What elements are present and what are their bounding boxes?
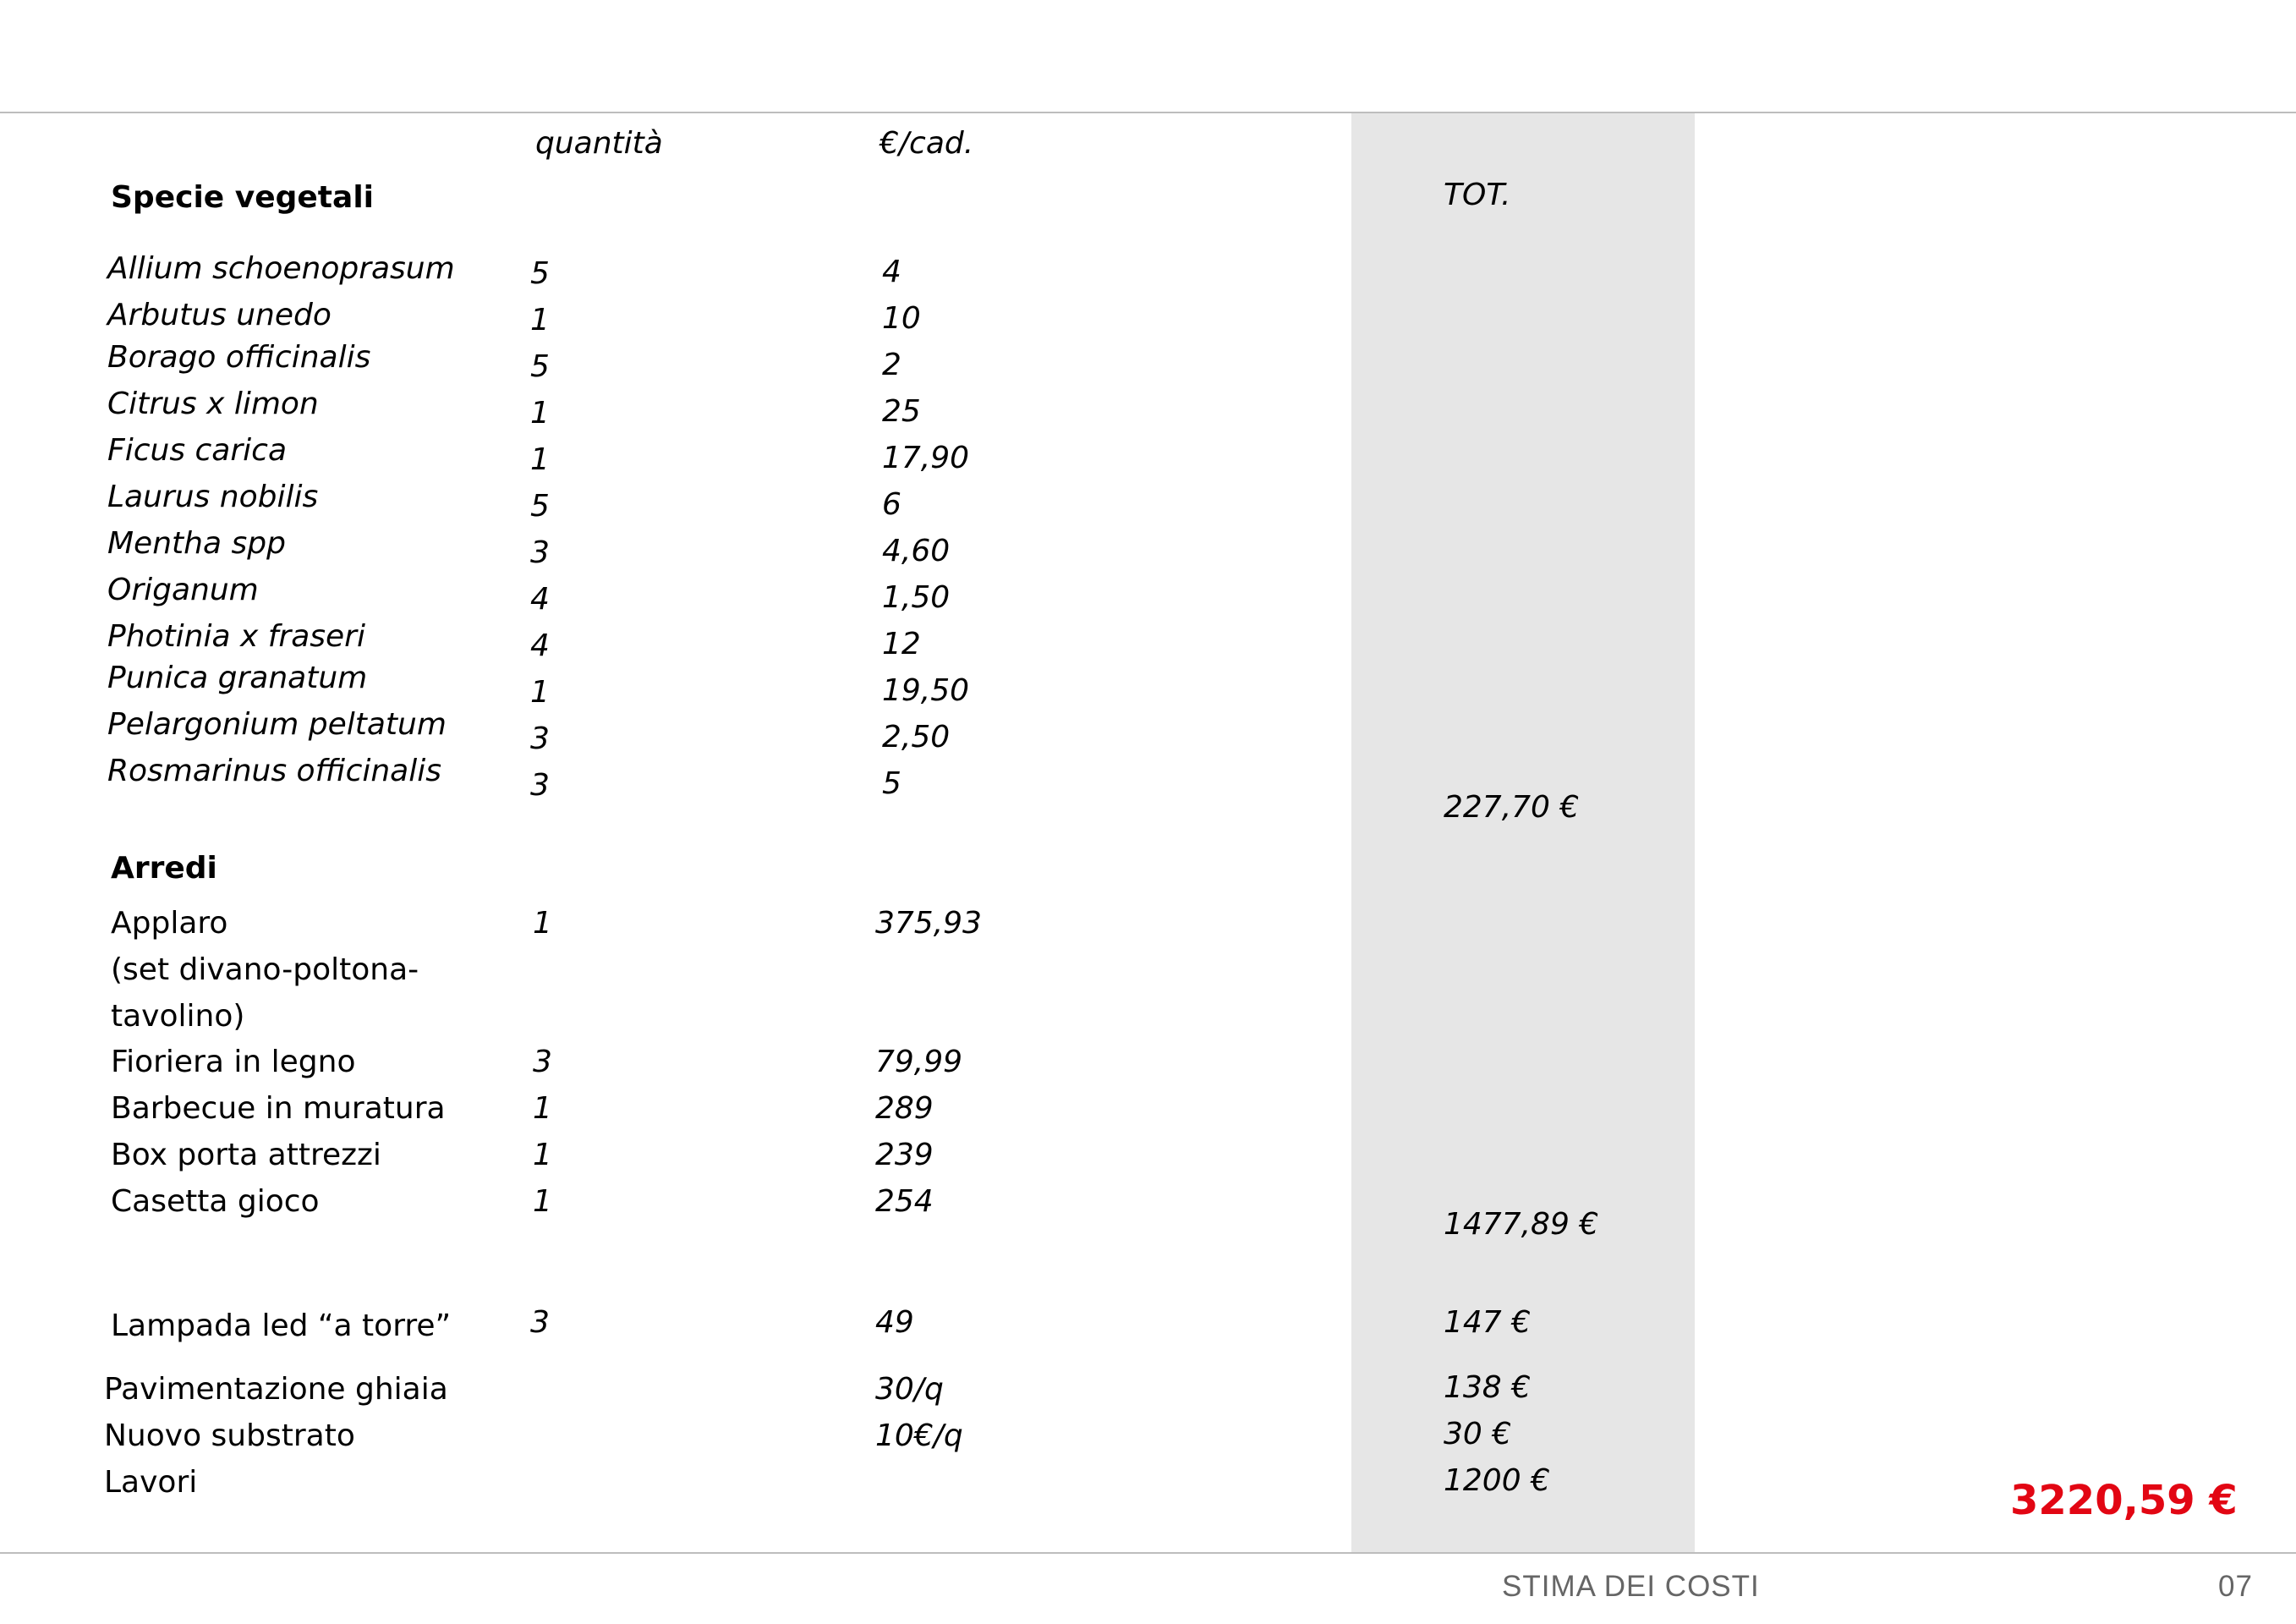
item-price: 10 [882, 301, 921, 336]
bottom-rule [0, 1552, 2296, 1554]
item-name: Laurus nobilis [107, 480, 319, 514]
item-price: 254 [875, 1184, 934, 1219]
item-price: 375,93 [875, 906, 982, 941]
item-price: 2 [882, 348, 901, 382]
item-qty: 3 [530, 768, 550, 803]
item-qty: 3 [530, 1305, 550, 1340]
top-rule [0, 112, 2296, 113]
item-name: Casetta gioco [111, 1184, 320, 1219]
item-qty: 1 [530, 675, 550, 710]
qty-header: quantità [535, 126, 663, 161]
price-header: €/cad. [879, 126, 974, 161]
item-name: Fioriera in legno [111, 1045, 356, 1079]
item-qty: 5 [530, 489, 550, 524]
tot-header: TOT. [1444, 178, 1511, 212]
item-qty: 1 [533, 1138, 552, 1172]
item-name: Borago officinalis [107, 340, 371, 375]
item-name: Lavori [104, 1465, 198, 1500]
item-qty: 1 [530, 396, 550, 431]
item-price: 25 [882, 394, 921, 429]
item-qty: 5 [530, 349, 550, 384]
item-name: Lampada led “a torre” [111, 1309, 452, 1343]
item-price: 5 [882, 766, 901, 801]
plants-section-title: Specie vegetali [111, 180, 374, 215]
item-qty: 1 [533, 1184, 552, 1219]
grand-total: 3220,59 € [2010, 1477, 2238, 1524]
item-name: Allium schoenoprasum [107, 251, 455, 286]
item-name: tavolino) [111, 999, 245, 1034]
item-qty: 3 [530, 721, 550, 756]
item-qty: 5 [530, 256, 550, 291]
item-price: 289 [875, 1091, 934, 1126]
item-qty: 1 [533, 1091, 552, 1126]
item-price: 19,50 [882, 673, 970, 708]
item-price: 4,60 [882, 534, 951, 568]
item-name: Citrus x limon [107, 387, 319, 421]
item-total: 147 € [1444, 1305, 1532, 1340]
item-price: 6 [882, 487, 901, 522]
item-price: 17,90 [882, 441, 970, 475]
item-qty: 4 [530, 628, 550, 663]
item-qty: 3 [533, 1045, 552, 1079]
furniture-total: 1477,89 € [1444, 1207, 1599, 1242]
item-price: 79,99 [875, 1045, 963, 1079]
item-total: 30 € [1444, 1417, 1512, 1451]
item-name: Ficus carica [107, 433, 288, 468]
item-qty: 4 [530, 582, 550, 617]
item-price: 12 [882, 627, 921, 661]
item-total: 1200 € [1444, 1463, 1550, 1498]
item-name: (set divano-poltona- [111, 952, 419, 987]
item-qty: 1 [530, 442, 550, 477]
item-name: Pelargonium peltatum [107, 707, 447, 742]
item-name: Origanum [107, 573, 259, 607]
item-price: 10€/q [875, 1418, 963, 1453]
item-name: Barbecue in muratura [111, 1091, 446, 1126]
item-name: Punica granatum [107, 661, 368, 695]
item-name: Mentha spp [107, 526, 286, 561]
item-qty: 1 [533, 906, 552, 941]
item-price: 1,50 [882, 580, 951, 615]
item-name: Photinia x fraseri [107, 619, 365, 654]
item-price: 49 [875, 1305, 914, 1340]
item-name: Arbutus unedo [107, 298, 332, 332]
page-number: 07 [2218, 1570, 2253, 1603]
item-price: 2,50 [882, 720, 951, 754]
footer-section-title: STIMA DEI COSTI [1502, 1570, 1760, 1603]
plants-total: 227,70 € [1444, 790, 1580, 825]
furniture-section-title: Arredi [111, 851, 217, 886]
item-name: Rosmarinus officinalis [107, 754, 441, 788]
item-price: 239 [875, 1138, 934, 1172]
item-name: Nuovo substrato [104, 1418, 355, 1453]
item-total: 138 € [1444, 1370, 1532, 1405]
item-qty: 3 [530, 535, 550, 570]
item-name: Pavimentazione ghiaia [104, 1372, 448, 1407]
item-name: Applaro [111, 906, 228, 941]
item-qty: 1 [530, 303, 550, 337]
item-name: Box porta attrezzi [111, 1138, 381, 1172]
item-price: 4 [882, 255, 901, 289]
item-price: 30/q [875, 1372, 944, 1407]
